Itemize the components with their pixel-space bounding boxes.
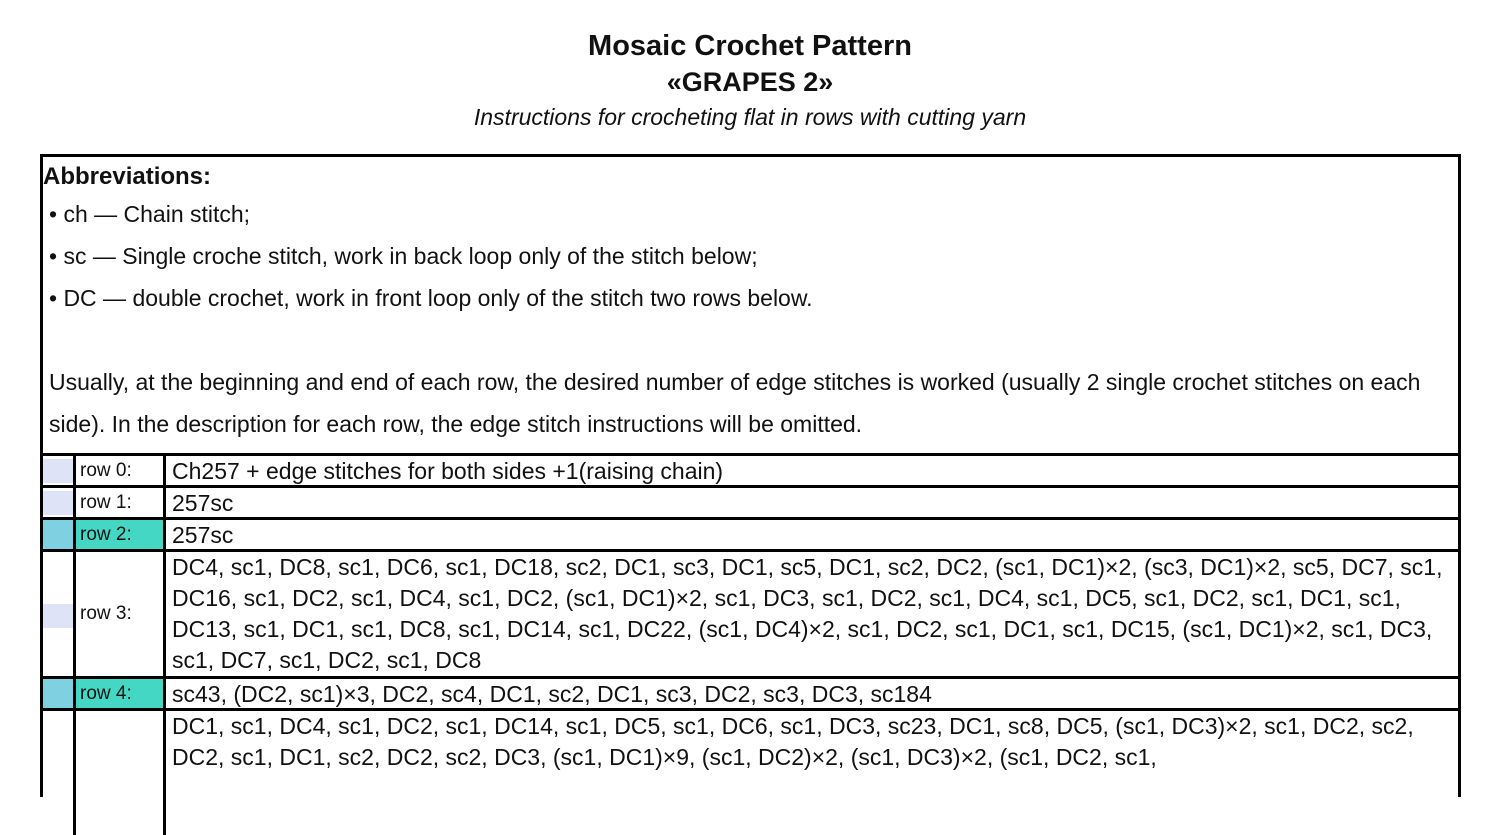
- row-instructions: sc43, (DC2, sc1)×3, DC2, sc4, DC1, sc2, DC1, sc3, DC2, sc3, DC3, sc184: [172, 681, 932, 707]
- row-label: row 3:: [76, 552, 166, 676]
- row-instructions: 257sc: [172, 490, 234, 516]
- abbreviations-title: Abbreviations:: [43, 163, 212, 190]
- abbreviations-section: [43, 157, 1458, 445]
- row-instructions: DC1, sc1, DC4, sc1, DC2, sc1, DC14, sc1, DC5, sc1, DC6, sc1, DC3, sc23, DC1, sc8, DC5, (sc1, DC3)×2, sc1, DC2, sc2, DC2, sc1, DC1, sc2, DC2, sc2, DC3, (sc1, DC1)×9, (sc1, DC2)×2, (sc1, DC3)×2, (sc1, DC2, sc1,: [172, 713, 1414, 770]
- table-row: [43, 549, 1458, 676]
- row-label: row 4:: [76, 679, 166, 708]
- pattern-header: [0, 28, 1500, 134]
- abbreviation-sc: • sc — Single croche stitch, work in back loop only of the stitch below;: [49, 243, 758, 269]
- row-color-marker: [43, 520, 76, 549]
- abbreviation-dc: • DC — double crochet, work in front loop only of the stitch two rows below.: [49, 285, 813, 311]
- rows-table: [43, 453, 1458, 835]
- table-row: [43, 676, 1458, 708]
- table-row: [43, 485, 1458, 517]
- row-label: row 1:: [76, 488, 166, 517]
- row-color-marker: [43, 711, 76, 835]
- table-row: [43, 708, 1458, 835]
- abbreviation-ch: • ch — Chain stitch;: [49, 201, 251, 227]
- pattern-frame: [40, 154, 1461, 797]
- pattern-description: Instructions for crocheting flat in rows with cutting yarn: [473, 104, 1027, 130]
- row-color-marker: [43, 552, 76, 676]
- table-row: [43, 517, 1458, 549]
- row-label: row 0:: [76, 456, 166, 485]
- row-instructions: DC4, sc1, DC8, sc1, DC6, sc1, DC18, sc2, DC1, sc3, DC1, sc5, DC1, sc2, DC2, (sc1, DC1)×2, (sc3, DC1)×2, sc5, DC7, sc1, DC16, sc1, DC2, sc1, DC4, sc1, DC2, (sc1, DC1)×2, sc1, DC3, sc1, DC2, sc1, DC4, sc1, DC5, sc1, DC2, sc1, DC1, sc1, DC13, sc1, DC1, sc1, DC8, sc1, DC14, sc1, DC22, (sc1, DC4)×2, sc1, DC2, sc1, DC1, sc1, DC15, (sc1, DC1)×2, sc1, DC3, sc1, DC7, sc1, DC2, sc1, DC8: [172, 554, 1443, 673]
- row-color-marker: [43, 456, 76, 485]
- row-color-marker: [43, 488, 76, 517]
- table-row: [43, 453, 1458, 485]
- row-instructions: Ch257 + edge stitches for both sides +1(raising chain): [172, 458, 724, 484]
- row-color-marker: [43, 679, 76, 708]
- edge-stitch-note: Usually, at the beginning and end of each row, the desired number of edge stitches is worked (usually 2 single crochet stitches on each side). In the description for each row, the edge stitch instructions will be omitted.: [49, 369, 1421, 437]
- row-label: [76, 711, 166, 835]
- pattern-title: Mosaic Crochet Pattern: [588, 30, 912, 62]
- row-label: row 2:: [76, 520, 166, 549]
- row-instructions: 257sc: [172, 522, 234, 548]
- pattern-subtitle: «GRAPES 2»: [666, 67, 834, 97]
